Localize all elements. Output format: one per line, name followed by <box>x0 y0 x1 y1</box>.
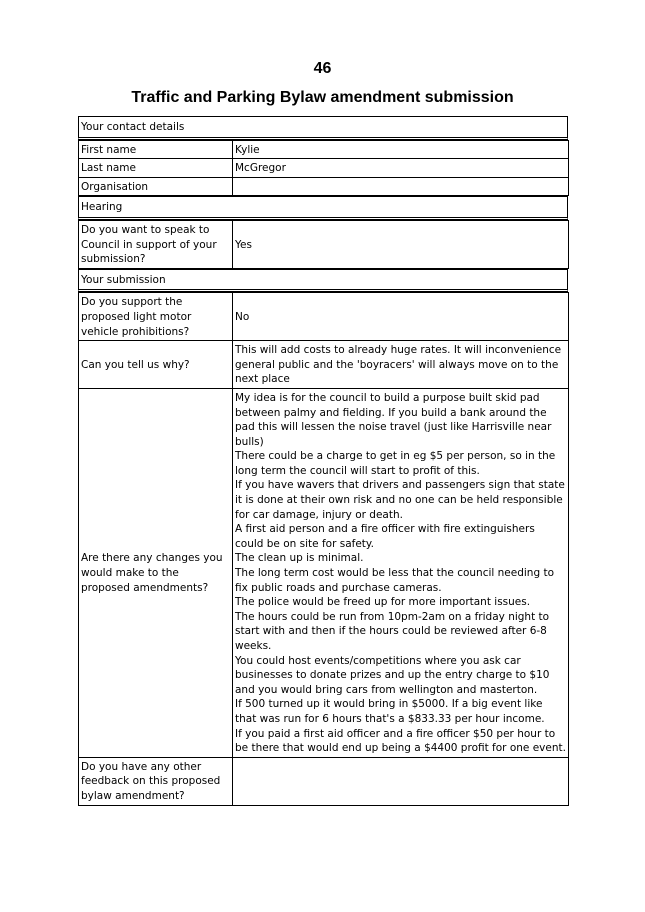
section-hearing: Hearing <box>78 196 568 220</box>
changes-label: Are there any changes you would make to the proposed amendments? <box>79 388 233 757</box>
table-row <box>79 140 569 159</box>
table-row <box>79 293 569 341</box>
first-name-label: First name <box>79 140 233 159</box>
last-name-label: Last name <box>79 159 233 178</box>
why-label: Can you tell us why? <box>79 341 233 389</box>
why-value: This will add costs to already huge rates. It will inconvenience general public and the 'boyracers' will always move on to the next place <box>233 341 569 389</box>
hearing-rows <box>78 220 569 269</box>
section-contact-details: Your contact details <box>78 116 568 140</box>
contact-rows <box>78 140 569 197</box>
submission-rows <box>78 292 569 805</box>
first-name-value: Kylie <box>233 140 569 159</box>
table-row <box>79 177 569 196</box>
section-your-submission: Your submission <box>78 269 568 293</box>
organisation-value <box>233 177 569 196</box>
table-row <box>79 341 569 389</box>
table-row <box>79 388 569 757</box>
other-feedback-label: Do you have any other feedback on this proposed bylaw amendment? <box>79 757 233 805</box>
support-prohibitions-label: Do you support the proposed light motor vehicle prohibitions? <box>79 293 233 341</box>
changes-value: My idea is for the council to build a purpose built skid pad between palmy and fielding. If you build a bank around the pad this will lessen the noise travel (just like Harrisville near bulls) There could be a charge to get in eg $5 per person, so in the long term the council will start to profit of this. If you have wavers that drivers and passengers sign that state it is done at their own risk and no one can be held responsible for car damage, injury or death. A first aid person and a fire officer with fire extinguishers could be on site for safety. The clean up is minimal. The long term cost would be less that the council needing to fix public roads and purchase cameras. The police would be freed up for more important issues. The hours could be run from 10pm-2am on a friday night to start with and then if the hours could be reviewed after 6-8 weeks. You could host events/competitions where you ask car businesses to donate prizes and up the entry charge to $10 and you would bring cars from wellington and masterton. If 500 turned up it would bring in $5000. If a big event like that was run for 6 hours that's a $833.33 per hour income. If you paid a first aid officer and a fire officer $50 per hour to be there that would end up being a $4400 profit for one event. <box>233 388 569 757</box>
table-row <box>79 757 569 805</box>
page-title: Traffic and Parking Bylaw amendment submission <box>131 89 514 106</box>
page-number: 46 <box>313 60 332 77</box>
support-prohibitions-value: No <box>233 293 569 341</box>
table-row <box>79 159 569 178</box>
submission-form <box>78 116 568 806</box>
last-name-value: McGregor <box>233 159 569 178</box>
other-feedback-value <box>233 757 569 805</box>
speak-to-council-value: Yes <box>233 220 569 268</box>
speak-to-council-label: Do you want to speak to Council in support of your submission? <box>79 220 233 268</box>
table-row <box>79 220 569 268</box>
organisation-label: Organisation <box>79 177 233 196</box>
